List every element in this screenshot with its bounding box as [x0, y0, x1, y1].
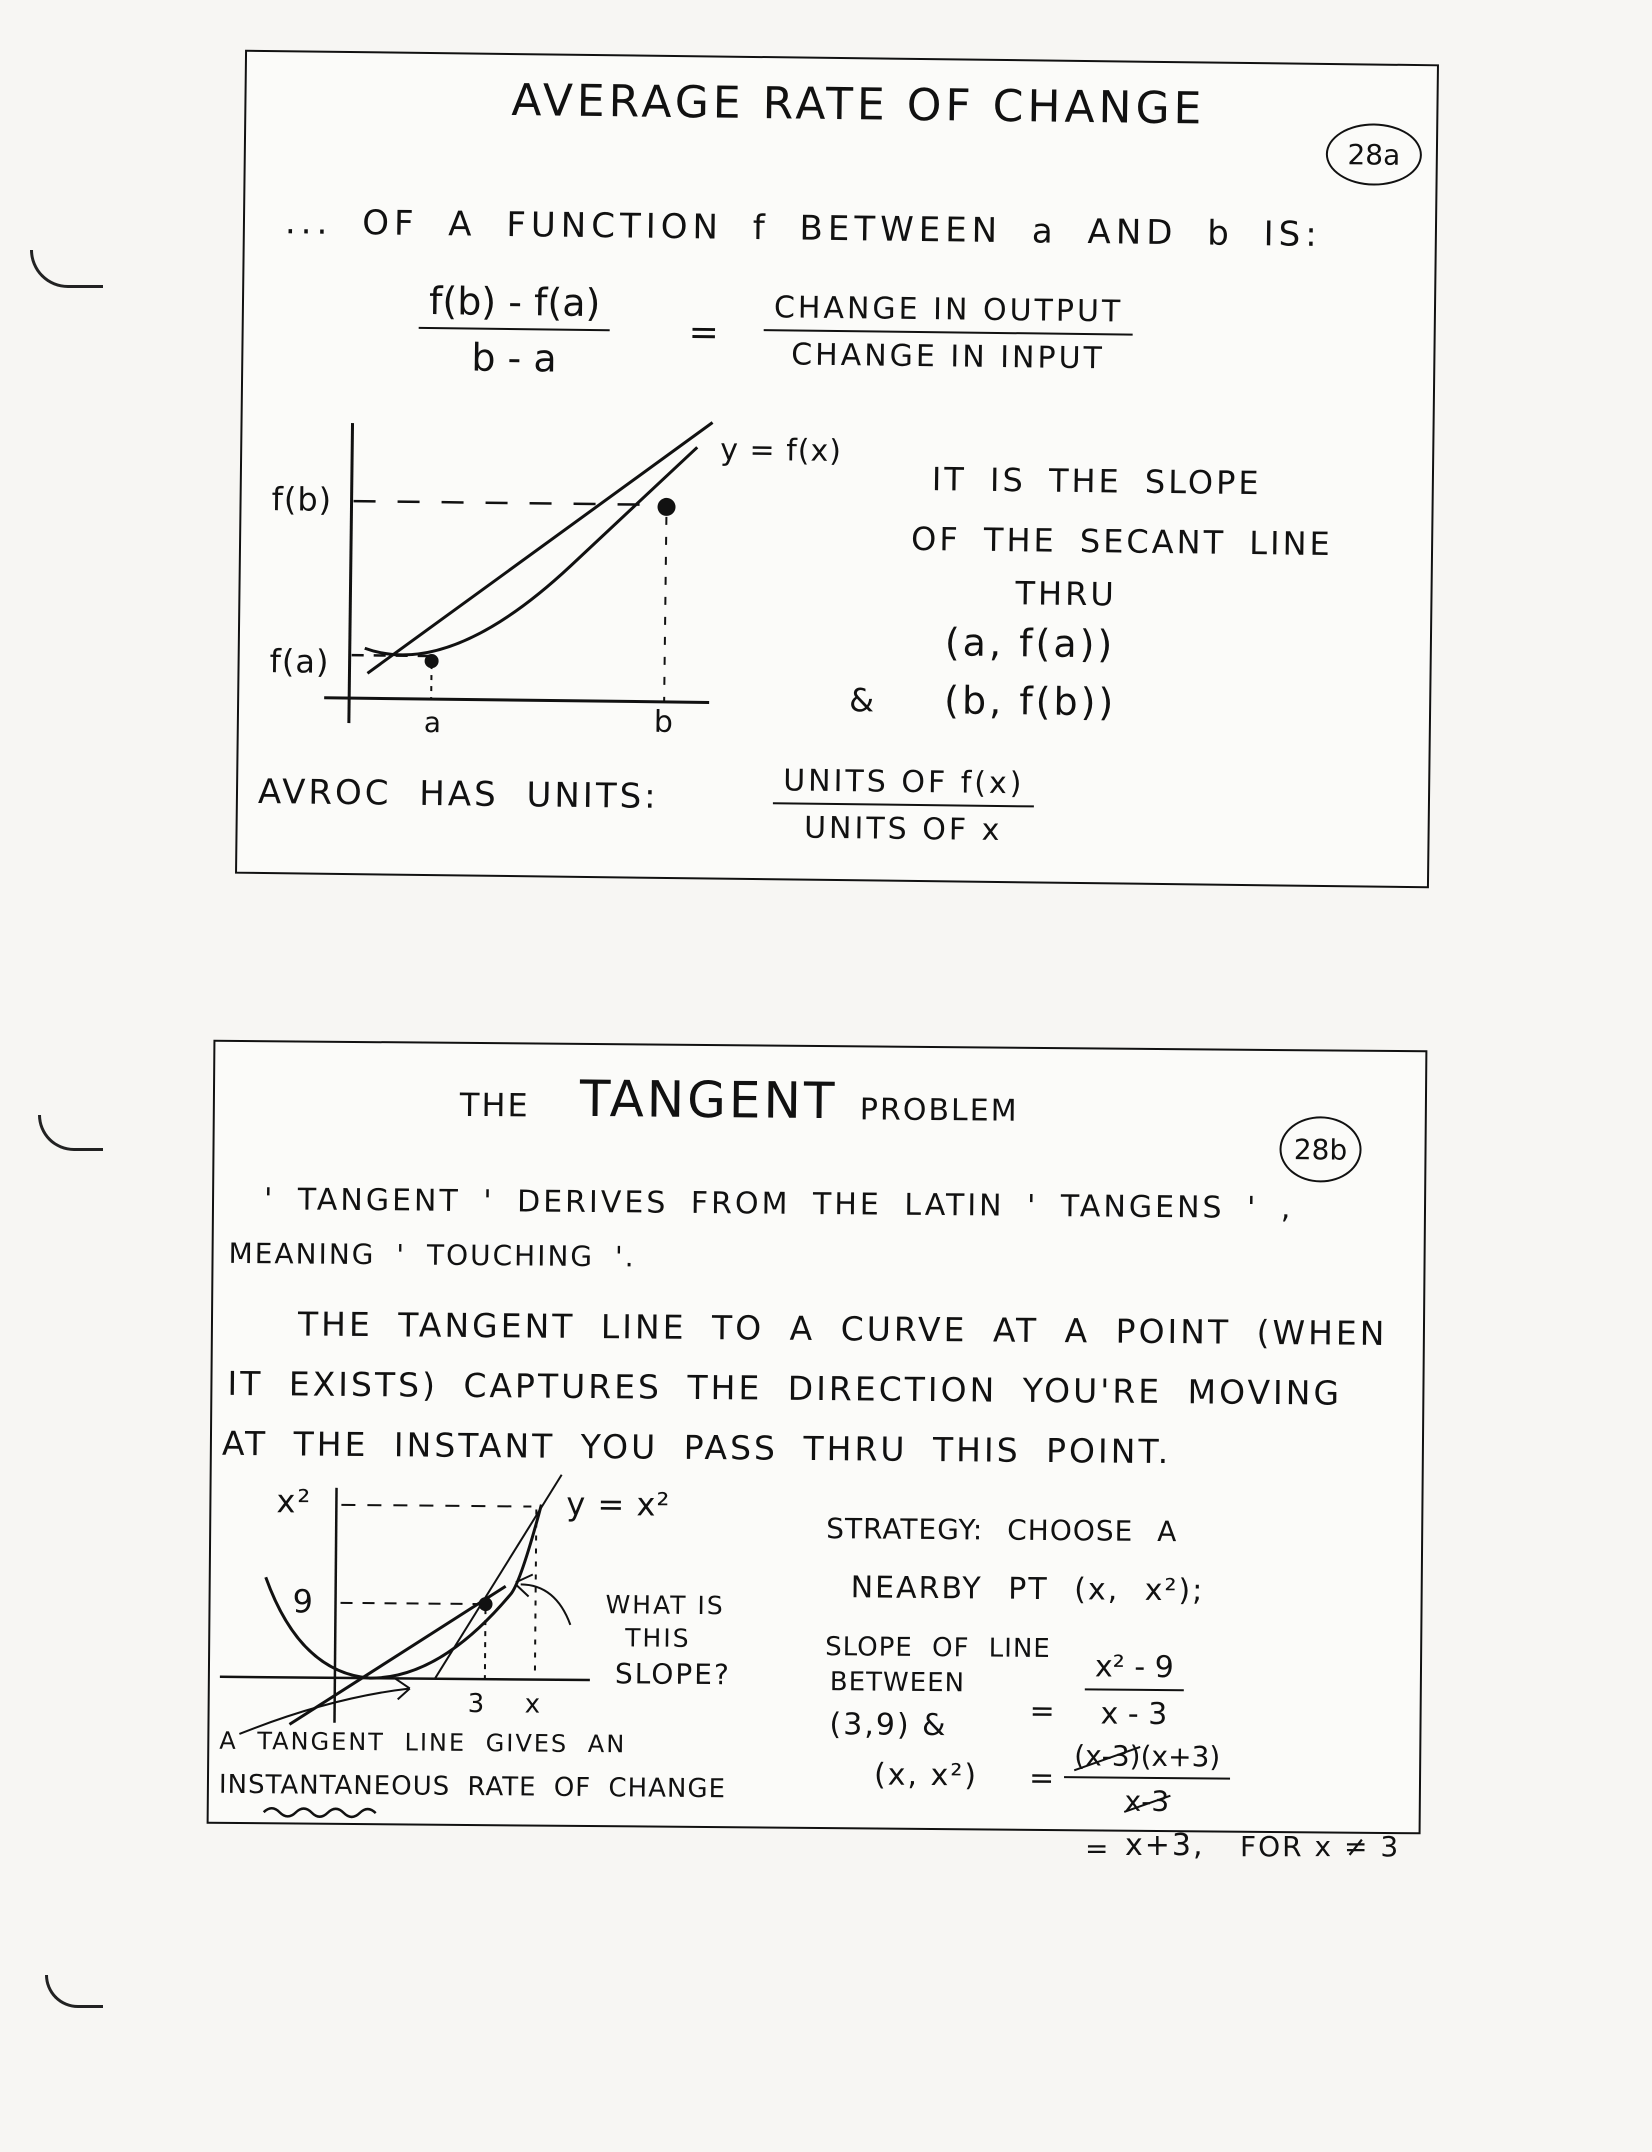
page-tag: 28a	[1326, 123, 1423, 186]
dashed-b	[664, 517, 666, 702]
title-tangent: TANGENT	[579, 1069, 838, 1131]
squiggle-underline	[264, 1802, 394, 1823]
point-b-coords: (b, f(b))	[943, 678, 1117, 725]
change-output-over-input: CHANGE IN OUTPUT CHANGE IN INPUT	[763, 290, 1133, 377]
equals-2: =	[1028, 1760, 1057, 1797]
card-average-rate-of-change	[235, 50, 1439, 889]
question-arrow	[520, 1584, 570, 1624]
card-title: AVERAGE RATE OF CHANGE	[511, 74, 1206, 135]
secant-text-2: OF THE SECANT LINE	[910, 519, 1333, 564]
dashed-9	[341, 1603, 481, 1604]
cancelled-factor: (x-3)	[1074, 1739, 1141, 1773]
point-b	[657, 498, 675, 516]
curve	[365, 443, 698, 658]
tangent-note-1: A TANGENT LINE GIVES AN	[219, 1726, 627, 1759]
etymology-line-1: ' TANGENT ' DERIVES FROM THE LATIN ' TANGENS ' ,	[263, 1182, 1294, 1227]
label-nine: 9	[292, 1582, 316, 1621]
equals-sign: =	[688, 312, 722, 354]
strategy-line-2: NEARBY PT (x, x²);	[850, 1570, 1205, 1609]
binder-hole-mark	[45, 1975, 103, 2008]
dashed-x	[535, 1510, 536, 1680]
secant-text-3: THRU	[1015, 574, 1117, 614]
quotient-1: $\frac{\text{x² - 9}}{x - 3}$	[1084, 1649, 1183, 1732]
equals-3: =	[1085, 1832, 1111, 1865]
paragraph-line-2: IT EXISTS) CAPTURES THE DIRECTION YOU'RE MOVING	[227, 1363, 1343, 1413]
label-x-squared: x²	[276, 1482, 313, 1521]
title-the: THE	[459, 1085, 530, 1125]
y-axis	[349, 423, 353, 723]
dashed-3	[485, 1609, 486, 1679]
units-label: AVROC HAS UNITS:	[257, 771, 659, 817]
secant-text-1: IT IS THE SLOPE	[931, 460, 1262, 503]
strategy-line-1: STRATEGY: CHOOSE A	[826, 1512, 1178, 1549]
binder-hole-mark	[38, 1115, 103, 1151]
label-three: 3	[467, 1688, 487, 1720]
definition-line: ... OF A FUNCTION f BETWEEN a AND b IS:	[284, 202, 1322, 255]
condition: FOR x ≠ 3	[1240, 1830, 1401, 1863]
page-tag: 28b	[1279, 1116, 1362, 1183]
point-3-9	[478, 1597, 492, 1611]
etymology-line-2: MEANING ' TOUCHING '.	[228, 1236, 636, 1274]
result: x+3,	[1125, 1828, 1205, 1863]
secant-graph	[239, 422, 863, 760]
secant-line	[367, 418, 712, 677]
secant-line	[435, 1474, 562, 1680]
dashed-x2	[341, 1505, 531, 1507]
tangent-note-2: INSTANTANEOUS RATE OF CHANGE	[218, 1769, 727, 1805]
slope-line-2: BETWEEN	[829, 1667, 966, 1699]
ampersand: &	[848, 681, 877, 720]
remaining-factor: (x+3)	[1140, 1739, 1221, 1774]
curve-label: y = f(x)	[720, 432, 843, 470]
y-axis	[334, 1488, 336, 1723]
slope-line-4: (x, x²)	[873, 1757, 979, 1794]
slope-line-1: SLOPE OF LINE	[825, 1632, 1051, 1665]
cancelled-denominator: x-3	[1124, 1784, 1170, 1819]
curve-label: y = x²	[566, 1484, 671, 1524]
dashed-fb	[354, 501, 667, 505]
card-tangent-problem	[207, 1040, 1428, 1835]
paragraph-line-3: AT THE INSTANT YOU PASS THRU THIS POINT.	[221, 1423, 1172, 1472]
x-axis	[324, 698, 709, 703]
difference-quotient: $\frac{f(b) - f(a)}{b - a}$	[418, 279, 611, 381]
units-fraction: UNITS OF f(x) UNITS OF x	[772, 763, 1034, 848]
quotient-2	[1064, 1739, 1231, 1818]
question-2: THIS	[625, 1623, 691, 1653]
label-fa: f(a)	[269, 642, 330, 681]
title-problem: PROBLEM	[859, 1092, 1019, 1129]
label-a: a	[423, 705, 444, 740]
label-b: b	[653, 704, 676, 741]
binder-hole-mark	[30, 250, 103, 288]
equals-1: =	[1029, 1693, 1057, 1730]
label-fb: f(b)	[271, 480, 333, 519]
label-x: x	[524, 1689, 543, 1720]
point-a-coords: (a, f(a))	[944, 620, 1116, 667]
slope-line-3: (3,9) &	[829, 1707, 948, 1744]
paragraph-line-1: THE TANGENT LINE TO A CURVE AT A POINT (WHEN	[297, 1304, 1388, 1353]
question-3: SLOPE?	[614, 1657, 731, 1692]
question-1: WHAT IS	[605, 1590, 725, 1621]
